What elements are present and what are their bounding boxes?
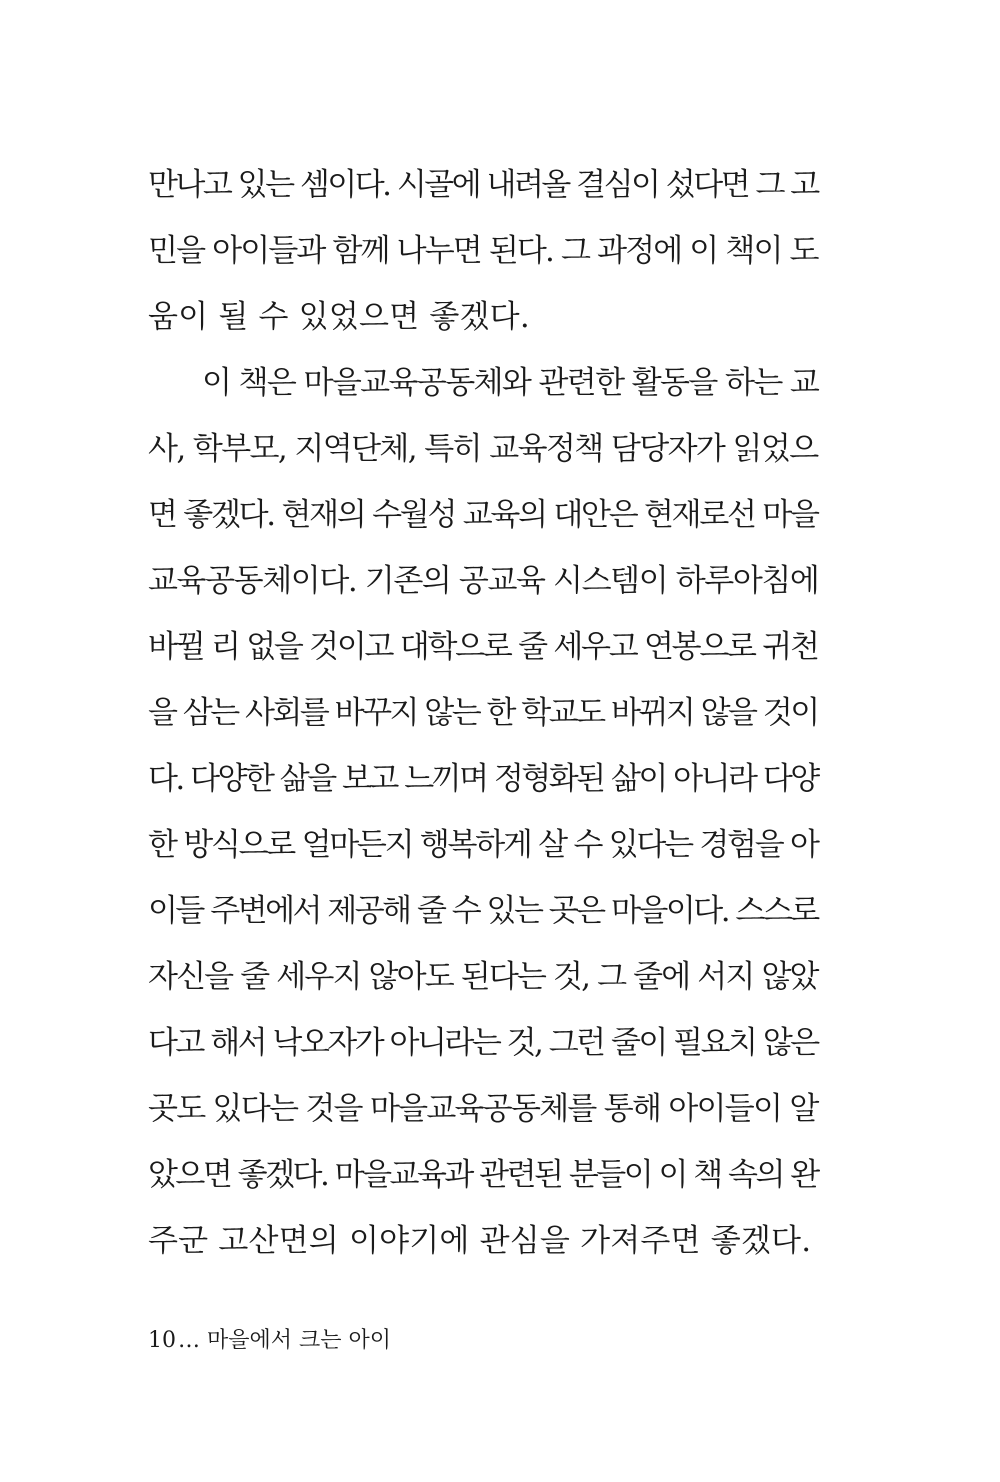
text-line-5: 사, 학부모, 지역단체, 특히 교육정책 담당자가 읽었으 [148, 431, 818, 467]
footer-separator: … [178, 1328, 200, 1353]
text-line-16: 았으면 좋겠다. 마을교육과 관련된 분들이 이 책 속의 완 [148, 1157, 818, 1193]
text-line-14: 다고 해서 낙오자가 아니라는 것, 그런 줄이 필요치 않은 [148, 1025, 818, 1061]
page-number: 10 [148, 1328, 176, 1353]
text-line-7: 교육공동체이다. 기존의 공교육 시스템이 하루아침에 [148, 563, 819, 599]
text-line-2: 민을 아이들과 함께 나누면 된다. 그 과정에 이 책이 도 [148, 233, 818, 269]
text-line-11: 한 방식으로 얼마든지 행복하게 살 수 있다는 경험을 아 [148, 827, 818, 863]
text-line-13: 자신을 줄 세우지 않아도 된다는 것, 그 줄에 서지 않았 [148, 959, 818, 995]
text-line-17: 주군 고산면의 이야기에 관심을 가져주면 좋겠다. [148, 1223, 812, 1259]
page-footer [148, 1326, 391, 1356]
text-line-8: 바뀔 리 없을 것이고 대학으로 줄 세우고 연봉으로 귀천 [148, 629, 818, 665]
text-line-1: 만나고 있는 셈이다. 시골에 내려올 결심이 섰다면 그 고 [148, 167, 818, 203]
text-line-3: 움이 될 수 있었으면 좋겠다. [148, 299, 530, 335]
text-line-9: 을 삼는 사회를 바꾸지 않는 한 학교도 바뀌지 않을 것이 [148, 695, 818, 731]
text-line-10: 다. 다양한 삶을 보고 느끼며 정형화된 삶이 아니라 다양 [148, 761, 818, 797]
text-line-12: 이들 주변에서 제공해 줄 수 있는 곳은 마을이다. 스스로 [148, 893, 818, 929]
paragraph-start-line: 이 책은 마을교육공동체와 관련한 활동을 하는 교 [202, 365, 819, 401]
text-line-15: 곳도 있다는 것을 마을교육공동체를 통해 아이들이 알 [148, 1091, 818, 1127]
text-line-6: 면 좋겠다. 현재의 수월성 교육의 대안은 현재로선 마을 [148, 497, 818, 533]
running-title: 마을에서 크는 아이 [207, 1328, 392, 1353]
